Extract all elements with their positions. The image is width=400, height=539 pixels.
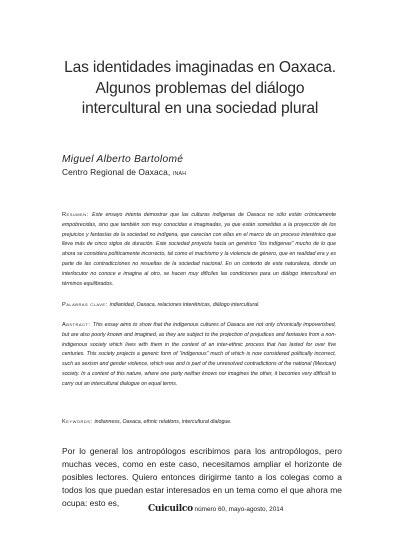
body-paragraph: Por lo general los antropólogos escribimos para los antropólogos, pero muchas veces, como en este caso, necesitamos ampliar el horizonte de posibles lectores. Quiero entonces dirigirme tanto a los colegas como a todos los que puedan estar interesados en un tema como el que ahora me ocupa: esto es, xyxy=(62,446,342,508)
keywords-text: indianness, Oaxaca, ethnic relations, intercultural dialogue. xyxy=(94,419,232,425)
journal-logo: Cuicuilco xyxy=(148,504,193,514)
author-name: Miguel Alberto Bartolomé xyxy=(62,154,184,165)
palabras-clave-paragraph xyxy=(62,301,336,311)
article-title xyxy=(40,58,360,120)
palabras-clave-text: indianidad, Oaxaca, relaciones interétnicas, diálogo intercultural. xyxy=(109,302,260,308)
title-line-2: Algunos problemas del diálogo xyxy=(95,79,305,97)
resumen-text: Este ensayo intenta demostrar que las culturas indígenas de Oaxaca no sólo están crónicamente empobrecidas, sino que también son muy conocidas e imaginadas, ya que están sometidas a la proyección de los prejuicios y fantasías de la sociedad no indígena, que carecían con ellas en el marco de un proceso interétnico que lleva más de cinco siglos de duración. Este sociedad proyecta hacia un genérico “los indígenas” mucho de lo que ahora se considera políticamente incorrecto, tal como el machismo y la violencia de género, que en realidad era y es parte de las contradicciones no resueltas de la sociedad nacional. En un contexto de esta naturaleza, donde un interlocutor no conoce e imagina al otro, se hacen muy difíciles las condiciones para un diálogo intercultural en términos equilibrados. xyxy=(62,212,336,287)
palabras-clave-label: Palabras clave: xyxy=(62,302,110,308)
affiliation-name: Centro Regional de Oaxaca, xyxy=(62,167,173,177)
issue-info: número 60, mayo-agosto, 2014 xyxy=(192,506,284,513)
title-line-3: intercultural en una sociedad plural xyxy=(81,100,319,117)
abstract-text: This essay aims to show that the indigenous cultures of Oaxaca are not only chronically impoverished, but are also poorly known and imagined, as they are subject to the projection of prejudices and fantasies from a non-indigenous society which lives with them in the context of an inter-ethnic process that has lasted for over five centuries. This society projects a generic form of “indigenous” much of which is now considered politically incorrect, such as sexism and gender violence, which was and is part of the unresolved contradictions of the national (Mexican) society. In a context of this nature, where one party neither knows nor imagines the other, it becomes very difficult to carry out an intercultural dialogue on equal terms. xyxy=(62,322,336,387)
abstract-paragraph xyxy=(62,321,336,390)
resumen-label: Resumen: xyxy=(62,212,93,218)
keywords-paragraph xyxy=(62,418,336,428)
author-affiliation xyxy=(62,167,186,177)
keywords-label: Keywords: xyxy=(62,419,95,425)
resumen-paragraph xyxy=(62,211,336,289)
page-footer xyxy=(148,504,283,514)
title-line-1: Las identidades imaginadas en Oaxaca. xyxy=(64,59,336,76)
abstract-label: Abstract: xyxy=(62,322,93,328)
affiliation-abbr: INAH xyxy=(172,171,187,177)
